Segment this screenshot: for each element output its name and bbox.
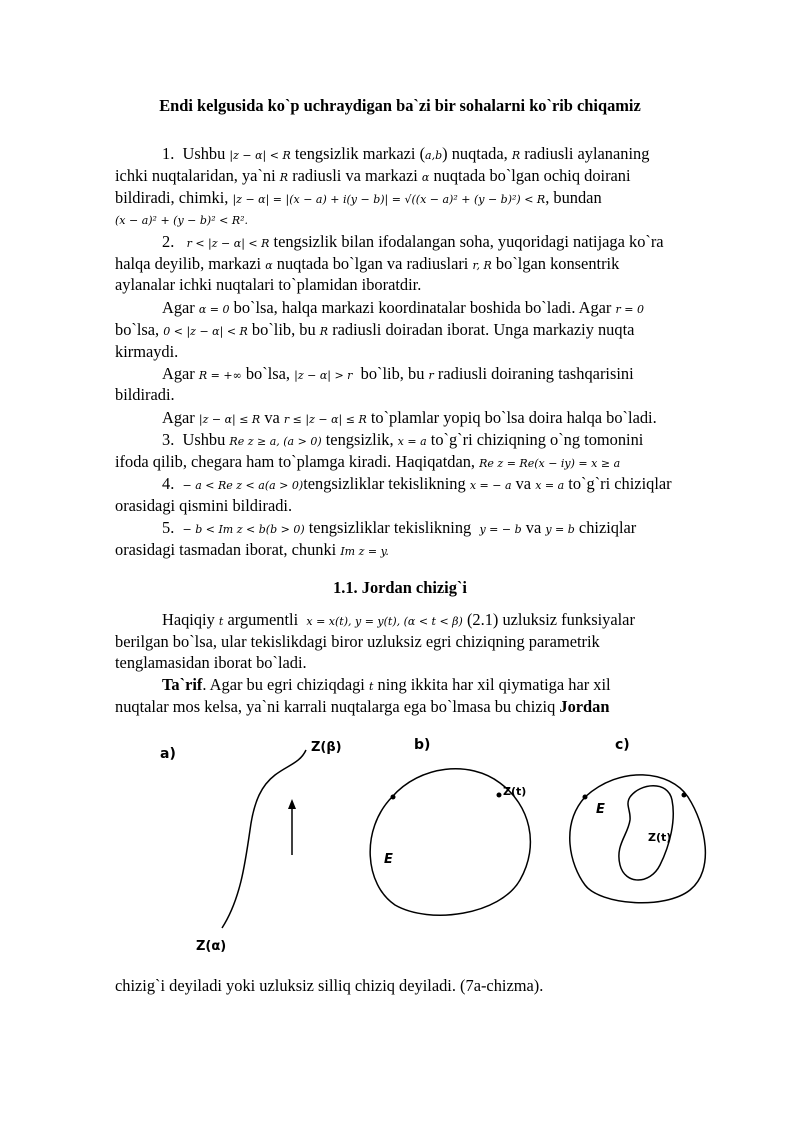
formula: x = a	[535, 479, 565, 492]
formula: t	[218, 615, 224, 628]
formula: x = − a	[469, 479, 512, 492]
fig-a-endpoint-beta: Z(β)	[311, 740, 342, 755]
item-number: 5.	[162, 518, 175, 537]
text: bo`lsa,	[245, 364, 291, 383]
bold-term: Jordan	[559, 697, 610, 716]
text: ichki nuqtalaridan, ya`ni	[115, 166, 276, 185]
text: . Agar bu egri chiziqdagi	[202, 675, 365, 694]
p2-line1	[162, 232, 664, 254]
item-number: 1.	[162, 144, 175, 163]
formula: α	[265, 259, 273, 272]
text: nuqtada bo`lgan ochiq doirani	[433, 166, 631, 185]
text: to`plamlar yopiq bo`lsa doira halqa bo`ladi.	[370, 408, 657, 427]
text: tengsizliklar tekislikning	[303, 474, 466, 493]
text: ifoda qilib, chegara ham to`plamga kiradi. Haqiqatdan,	[115, 452, 476, 471]
formula: |z − α| ≤ R	[198, 413, 261, 426]
definition-term: Ta`rif	[162, 675, 203, 694]
formula: y = − b	[479, 523, 522, 536]
p10-line2	[115, 697, 609, 717]
item-number: 4.	[162, 474, 175, 493]
main-heading: Endi kelgusida ko`p uchraydigan ba`zi bir sohalarni ko`rib chiqamiz	[159, 96, 641, 115]
formula: α	[421, 171, 430, 184]
section-heading: 1.1. Jordan chizig`i	[333, 578, 467, 597]
curve-point	[682, 793, 687, 798]
formula: − b < Im z < b(b > 0)	[182, 523, 305, 536]
fig-a-label: a)	[160, 746, 176, 762]
p9-line3: tenglamasidan iborat bo`ladi.	[115, 653, 307, 672]
text: bildiradi, chimki,	[115, 188, 229, 207]
curve-point	[583, 795, 588, 800]
text: to`g`ri chiziqlar	[568, 474, 672, 493]
p9-line1	[162, 610, 635, 632]
curve-point	[497, 793, 502, 798]
text: Agar	[162, 408, 195, 427]
p3-line3: kirmaydi.	[115, 342, 179, 361]
p10-line1	[162, 675, 611, 697]
text: tengsizlik markazi (	[294, 144, 426, 163]
p7-line2: orasidagi qismini bildiradi.	[115, 496, 293, 515]
p1-line4	[115, 209, 248, 231]
p8-line2	[115, 540, 389, 562]
text: va	[515, 474, 532, 493]
formula: R	[319, 325, 329, 338]
text: Haqiqiy	[162, 610, 215, 629]
formula: R = +∞	[198, 369, 242, 382]
text: halqa deyilib, markazi	[115, 254, 262, 273]
text: argumentli	[227, 610, 299, 629]
text: tengsizliklar tekislikning	[308, 518, 472, 537]
p4-line2: bildiradi.	[115, 385, 175, 404]
formula: r	[428, 369, 434, 382]
p2-line2	[115, 254, 619, 276]
arrow-head-icon	[288, 799, 296, 809]
p1-line3	[115, 188, 602, 210]
curve-point	[391, 795, 396, 800]
fig-c-region-label: E	[596, 802, 605, 817]
item-number: 2.	[162, 232, 175, 251]
formula: R	[279, 171, 289, 184]
text: radiusli aylananing	[524, 144, 650, 163]
formula: |z − α| = |(x − a) + i(y − b)| = √((x − a)² + (y − b)²) < R	[232, 193, 546, 206]
formula: − a < Re z < a(a > 0)	[182, 479, 304, 492]
text: va	[525, 518, 542, 537]
formula: r ≤ |z − α| ≤ R	[283, 413, 367, 426]
fig-a-endpoint-alpha: Z(α)	[196, 939, 227, 954]
formula: (x − a)² + (y − b)² < R².	[115, 214, 249, 227]
text: tengsizlik bilan ifodalangan soha, yuqoridagi natijaga ko`ra	[273, 232, 664, 251]
text: bo`lsa, halqa markazi koordinatalar boshida bo`ladi. Agar	[233, 298, 612, 317]
fig-b-label: b)	[414, 737, 431, 753]
p5-line1	[162, 408, 657, 430]
formula: 0 < |z − α| < R	[163, 325, 248, 338]
p1-line1	[162, 144, 649, 166]
p9-line2: berilgan bo`lsa, ular tekislikdagi biror uzluksiz egri chiziqning parametrik	[115, 632, 600, 651]
p8-line1	[162, 518, 636, 540]
formula: a,b	[425, 149, 443, 162]
text: tengsizlik,	[325, 430, 394, 449]
formula: y = b	[545, 523, 575, 536]
text: bo`lsa,	[115, 320, 160, 339]
text: ning ikkita har xil qiymatiga har xil	[377, 675, 611, 694]
formula: |z − α| < R	[229, 149, 291, 162]
text: bo`lib, bu	[251, 320, 316, 339]
formula: r, R	[472, 259, 492, 272]
formula: R	[511, 149, 521, 162]
text: va	[264, 408, 280, 427]
jordan-arc-curve	[222, 750, 306, 928]
text: (2.1) uzluksiz funksiyalar	[466, 610, 635, 629]
formula: |z − α| > r	[294, 369, 353, 382]
fig-c-label: c)	[615, 737, 630, 753]
text: radiusli doiraning tashqarisini	[437, 364, 634, 383]
text: chiziqlar	[578, 518, 637, 537]
formula: Re z = Re(x − iy) = x ≥ a	[479, 457, 621, 470]
text: nuqtalar mos kelsa, ya`ni karrali nuqtalarga ega bo`lmasa bu chiziq	[115, 697, 556, 716]
p1-line2	[115, 166, 631, 188]
p3-line2	[115, 320, 634, 342]
text: radiusli va markazi	[292, 166, 418, 185]
fig-b-point-label: Z(t)	[503, 785, 527, 798]
formula: x = a	[397, 435, 427, 448]
formula: r = 0	[615, 303, 644, 316]
p7-line1	[162, 474, 672, 496]
text: orasidagi tasmadan iborat, chunki	[115, 540, 337, 559]
closing-line: chizig`i deyiladi yoki uzluksiz silliq chiziq deyiladi. (7a-chizma).	[115, 976, 544, 995]
formula: α = 0	[198, 303, 230, 316]
text: Agar	[162, 364, 195, 383]
text: , bundan	[545, 188, 602, 207]
p6-line1	[162, 430, 643, 452]
p3-line1	[162, 298, 644, 320]
item-number: 3.	[162, 430, 175, 449]
text: nuqtada bo`lgan va radiuslari	[276, 254, 469, 273]
p6-line2	[115, 452, 620, 474]
formula: t	[368, 680, 374, 693]
formula: x = x(t), y = y(t), (α < t < β)	[306, 615, 463, 628]
text: Ushbu	[182, 430, 226, 449]
fig-b-region-label: E	[384, 852, 393, 867]
text: Agar	[162, 298, 195, 317]
text: Ushbu	[182, 144, 226, 163]
text: radiusli doiradan iborat. Unga markaziy nuqta	[332, 320, 635, 339]
formula: r < |z − α| < R	[186, 237, 270, 250]
p4-line1	[162, 364, 634, 386]
text: bo`lib, bu	[360, 364, 425, 383]
text: bo`lgan konsentrik	[495, 254, 620, 273]
p2-line3: aylanalar ichki nuqtalari to`plamidan iboratdir.	[115, 275, 422, 294]
formula: Im z = y.	[340, 545, 389, 558]
fig-c-point-label: Z(t)	[648, 831, 672, 844]
text: to`g`ri chiziqning o`ng tomonini	[430, 430, 644, 449]
text: ) nuqtada,	[442, 144, 508, 163]
figure-7	[0, 725, 800, 965]
formula: Re z ≥ a, (a > 0)	[229, 435, 322, 448]
